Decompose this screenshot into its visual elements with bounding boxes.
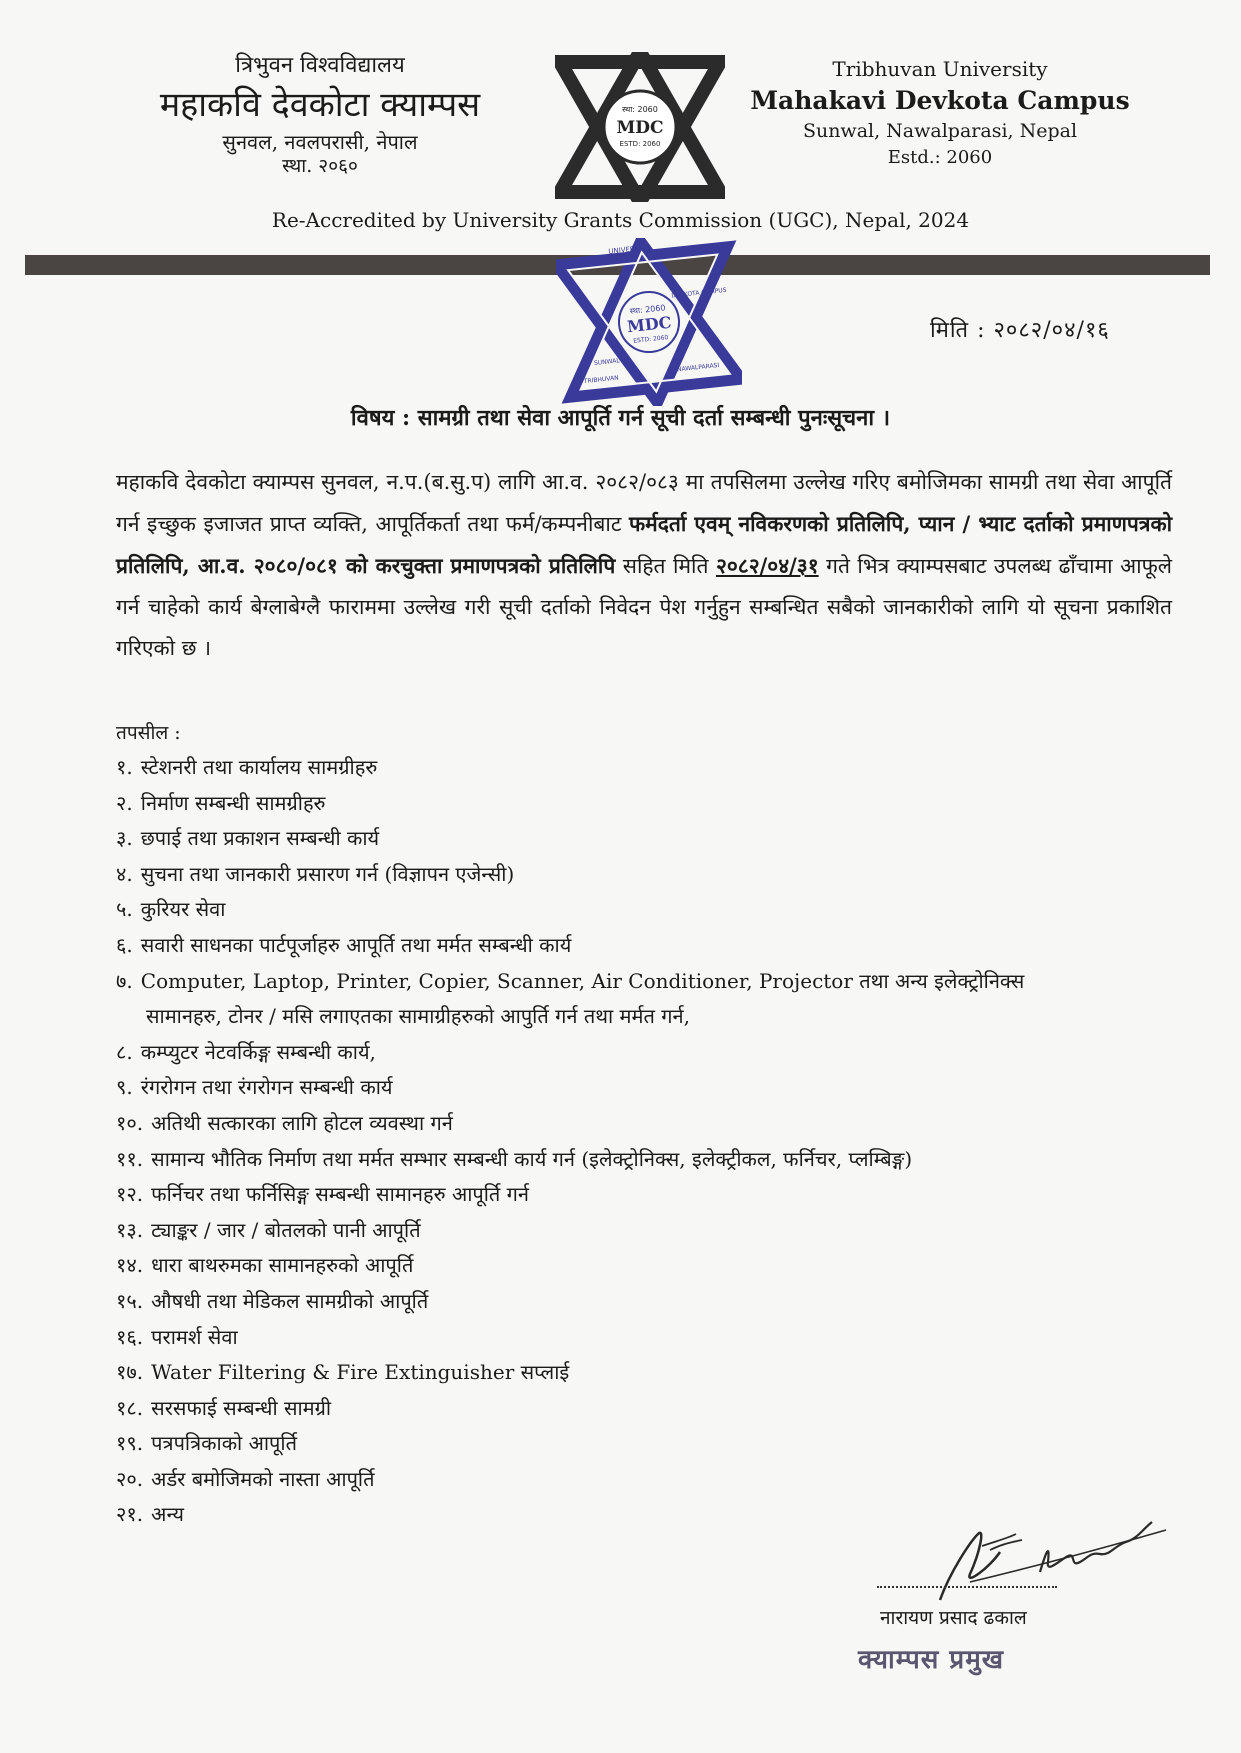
list-item-text: छपाई तथा प्रकाशन सम्बन्धी कार्य <box>140 826 380 851</box>
list-item <box>116 1177 1176 1213</box>
list-item-text: अर्डर बमोजिमको नास्ता आपूर्ति <box>151 1466 375 1491</box>
list-item <box>116 786 1176 822</box>
notice-subject: विषय : सामग्री तथा सेवा आपूर्ति गर्न सूची दर्ता सम्बन्धी पुनःसूचना । <box>350 405 891 431</box>
list-item-number: १३. <box>116 1217 144 1242</box>
svg-text:ESTD: 2060: ESTD: 2060 <box>633 334 669 345</box>
list-item-text: सामान्य भौतिक निर्माण तथा मर्मत सम्भार सम्बन्धी कार्य गर्न (इलेक्ट्रोनिक्स, इलेक्ट्रीकल, फर्निचर, प्लम्बिङ्ग) <box>151 1146 913 1171</box>
list-item-number: १७. <box>116 1360 144 1385</box>
list-item <box>116 1391 1176 1427</box>
list-item <box>116 1426 1176 1462</box>
svg-text:UNIVERSITY: UNIVERSITY <box>608 243 651 256</box>
svg-text:MDC: MDC <box>616 118 664 138</box>
required-documents: फर्मदर्ता एवम् नविकरणको प्रतिलिपि, प्यान / भ्याट दर्ताको प्रमाणपत्रको प्रतिलिपि, आ.व. २०८०/०८१ को करचुक्ता प्रमाणपत्रको प्रतिलिपि <box>116 511 1173 578</box>
list-item-number: २. <box>116 790 133 815</box>
list-item-continuation: सामानहरु, टोनर / मसि लगाएतका सामाग्रीहरुको आपुर्ति गर्न तथा मर्मत गर्न, <box>146 1004 690 1029</box>
body-text-part2: सहित मिति <box>615 554 716 578</box>
list-item <box>116 1462 1176 1498</box>
list-item-text: सरसफाई सम्बन्धी सामग्री <box>151 1395 332 1420</box>
svg-text:MDC: MDC <box>626 312 673 337</box>
list-item-text: निर्माण सम्बन्धी सामग्रीहरु <box>140 790 326 815</box>
list-item <box>116 1284 1176 1320</box>
campus-estd-np: स्था. २०६० <box>282 155 358 177</box>
list-item <box>116 750 1176 786</box>
accreditation-line: Re-Accredited by University Grants Commission (UGC), Nepal, 2024 <box>271 208 970 232</box>
list-item <box>116 857 1176 893</box>
list-item <box>116 821 1176 857</box>
svg-text:स्था: 2060: स्था: 2060 <box>629 303 666 316</box>
list-item-number: ३. <box>116 826 133 851</box>
list-item-text: पत्रपत्रिकाको आपूर्ति <box>151 1431 297 1456</box>
list-item-text: Water Filtering & Fire Extinguisher सप्लाई <box>151 1360 570 1385</box>
list-item-number: ४. <box>116 861 133 886</box>
list-item-number: २०. <box>116 1466 144 1491</box>
list-item-text: धारा बाथरुमका सामानहरुको आपूर्ति <box>151 1253 414 1278</box>
items-list <box>116 750 1176 1533</box>
list-item <box>116 1035 1176 1071</box>
svg-text:SUNWAL: SUNWAL <box>593 357 621 367</box>
deadline-date: २०८२/०४/३१ <box>715 553 819 578</box>
header-english <box>740 55 1140 170</box>
header-nepali <box>130 52 510 179</box>
body-text-part1: महाकवि देवकोटा क्याम्पस सुनवल, न.प.(ब.सु.प) लागि आ.व. २०८२/०८३ मा तपसिलमा उल्लेख गरिए बमोजिमका सामग्री तथा सेवा आपूर्ति गर्न इच्छुक इजाजत प्राप्त व्यक्ति, आपूर्तिकर्ता तथा फर्म/कम्पनीबाट <box>116 470 1172 536</box>
notice-body <box>116 462 1172 669</box>
list-item-number: १०. <box>116 1110 144 1135</box>
list-item-text: औषधी तथा मेडिकल सामग्रीको आपूर्ति <box>151 1288 429 1313</box>
list-item-number: १६. <box>116 1324 144 1349</box>
svg-text:DEVKOTA CAMPUS: DEVKOTA CAMPUS <box>671 286 727 300</box>
list-item <box>116 1213 1176 1249</box>
list-item-number: ८. <box>116 1039 133 1064</box>
list-item <box>116 1248 1176 1284</box>
list-item-text: सवारी साधनका पार्टपूर्जाहरु आपूर्ति तथा मर्मत सम्बन्धी कार्य <box>140 932 572 957</box>
notice-date: मिति : २०८२/०४/१६ <box>930 318 1110 343</box>
signatory-title: क्याम्पस प्रमुख <box>858 1645 1005 1675</box>
svg-text:स्था: 2060: स्था: 2060 <box>622 105 658 114</box>
list-item-number: १. <box>116 755 133 779</box>
list-item-text: कम्प्युटर नेटवर्किङ्ग सम्बन्धी कार्य, <box>140 1039 376 1064</box>
campus-stamp <box>556 238 742 406</box>
list-item-text: फर्निचर तथा फर्निसिङ्ग सम्बन्धी सामानहरु आपूर्ति गर्न <box>151 1182 530 1207</box>
list-item <box>116 1355 1176 1391</box>
signature-line <box>877 1586 1057 1588</box>
list-item <box>116 1070 1176 1106</box>
list-item-number: ११. <box>116 1146 144 1171</box>
list-item-number: १९. <box>116 1431 144 1456</box>
list-item-text: रंगरोगन तथा रंगरोगन सम्बन्धी कार्य <box>140 1075 393 1100</box>
list-item-number: १४. <box>116 1253 144 1278</box>
list-item-number: २१. <box>116 1502 144 1527</box>
list-item-number: ९. <box>116 1075 133 1100</box>
body-text-part3: गते भित्र क्याम्पसबाट उपलब्ध ढाँचामा आफूले गर्न चाहेको कार्य बेग्लाबेग्लै फाराममा उल्लेख गरी सूची दर्ताको निवेदन पेश गर्नुहुन सम्बन्धित सबैको जानकारीको लागि यो सूचना प्रकाशित गरिएको छ । <box>116 554 1172 660</box>
campus-name-np: महाकवि देवकोटा क्याम्पस <box>159 84 481 125</box>
svg-text:NAWALPARASI: NAWALPARASI <box>676 361 720 374</box>
campus-logo <box>555 52 725 202</box>
svg-text:TRIBHUVAN: TRIBHUVAN <box>583 374 619 386</box>
list-item <box>116 964 1176 1035</box>
list-item-text: परामर्श सेवा <box>151 1324 238 1349</box>
campus-address-en: Sunwal, Nawalparasi, Nepal <box>802 120 1078 142</box>
list-item <box>116 928 1176 964</box>
signatory-name: नारायण प्रसाद ढकाल <box>880 1607 1027 1629</box>
campus-address-np: सुनवल, नवलपरासी, नेपाल <box>222 130 418 154</box>
university-name-en: Tribhuvan University <box>832 57 1048 81</box>
list-item-number: ६. <box>116 932 133 957</box>
university-name-np: त्रिभुवन विश्वविद्यालय <box>235 53 405 78</box>
list-item-text: सुचना तथा जानकारी प्रसारण गर्न (विज्ञापन एजेन्सी) <box>140 861 515 886</box>
list-item-number: ५. <box>116 897 133 922</box>
list-item <box>116 892 1176 928</box>
list-title: तपसील : <box>116 722 181 744</box>
svg-text:ESTD: 2060: ESTD: 2060 <box>619 140 661 148</box>
list-item-number: १५. <box>116 1288 144 1313</box>
signature-image <box>930 1512 1170 1612</box>
list-item-text: अतिथी सत्कारका लागि होटल व्यवस्था गर्न <box>151 1110 453 1135</box>
list-item <box>116 1106 1176 1142</box>
list-item-text: अन्य <box>151 1502 184 1527</box>
list-item <box>116 1142 1176 1178</box>
list-item <box>116 1320 1176 1356</box>
list-item-text: कुरियर सेवा <box>140 897 226 922</box>
list-item-number: ७. <box>116 968 133 993</box>
campus-estd-en: Estd.: 2060 <box>887 146 993 168</box>
list-item-text: Computer, Laptop, Printer, Copier, Scanner, Air Conditioner, Projector तथा अन्य इलेक्ट्रोनिक्स <box>140 968 1025 993</box>
list-item-text: ट्याङ्कर / जार / बोतलको पानी आपूर्ति <box>151 1217 421 1242</box>
list-item-number: १८. <box>116 1395 144 1420</box>
list-item-text: स्टेशनरी तथा कार्यालय सामग्रीहरु <box>140 755 378 779</box>
campus-name-en: Mahakavi Devkota Campus <box>750 86 1130 115</box>
list-item-number: १२. <box>116 1182 144 1207</box>
